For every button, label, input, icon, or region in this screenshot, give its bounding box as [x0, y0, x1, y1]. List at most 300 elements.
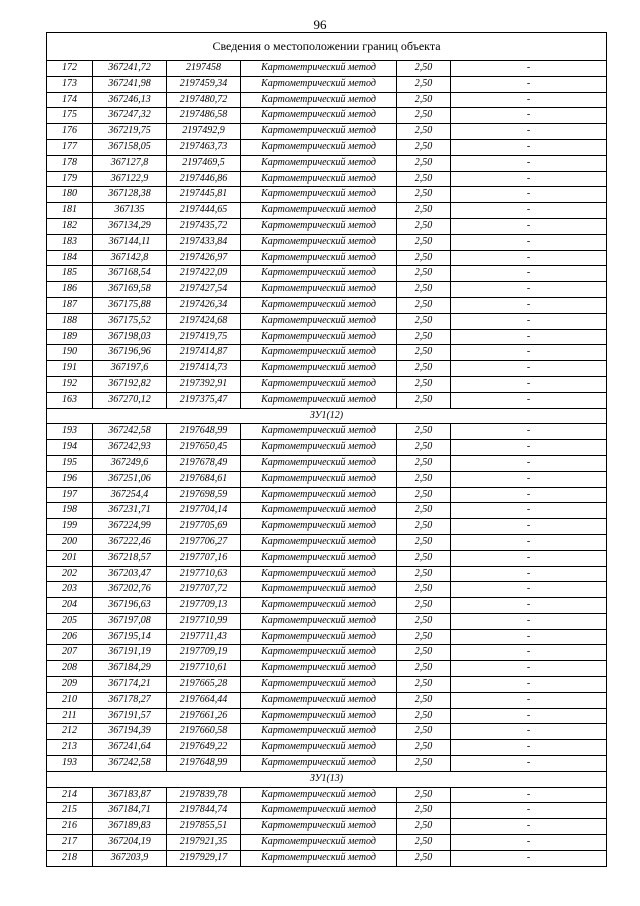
- point-number: 203: [47, 582, 93, 598]
- point-number: 191: [47, 361, 93, 377]
- point-number: 205: [47, 613, 93, 629]
- table-row: [47, 124, 607, 140]
- table-row: [47, 424, 607, 440]
- x-coordinate: 367192,82: [93, 376, 167, 392]
- y-coordinate: 2197458: [167, 61, 241, 77]
- y-coordinate: 2197424,68: [167, 313, 241, 329]
- table-row: [47, 376, 607, 392]
- y-coordinate: 2197426,97: [167, 250, 241, 266]
- note-cell: -: [451, 171, 607, 187]
- accuracy-cell: 2,50: [397, 740, 451, 756]
- point-number: 172: [47, 61, 93, 77]
- x-coordinate: 367144,11: [93, 234, 167, 250]
- accuracy-cell: 2,50: [397, 598, 451, 614]
- table-row: [47, 187, 607, 203]
- table-row: [47, 203, 607, 219]
- point-number: 180: [47, 187, 93, 203]
- method-cell: Картометрический метод: [241, 250, 397, 266]
- method-cell: Картометрический метод: [241, 440, 397, 456]
- table-row: [47, 740, 607, 756]
- method-cell: Картометрический метод: [241, 677, 397, 693]
- accuracy-cell: 2,50: [397, 329, 451, 345]
- x-coordinate: 367241,98: [93, 76, 167, 92]
- note-cell: -: [451, 550, 607, 566]
- method-cell: Картометрический метод: [241, 645, 397, 661]
- method-cell: Картометрический метод: [241, 313, 397, 329]
- point-number: 179: [47, 171, 93, 187]
- point-number: 183: [47, 234, 93, 250]
- x-coordinate: 367254,4: [93, 487, 167, 503]
- y-coordinate: 2197698,59: [167, 487, 241, 503]
- method-cell: Картометрический метод: [241, 76, 397, 92]
- accuracy-cell: 2,50: [397, 503, 451, 519]
- y-coordinate: 2197709,19: [167, 645, 241, 661]
- y-coordinate: 2197710,61: [167, 661, 241, 677]
- note-cell: -: [451, 582, 607, 598]
- note-cell: -: [451, 313, 607, 329]
- boundary-table: [46, 32, 607, 867]
- note-cell: -: [451, 266, 607, 282]
- table-row: [47, 361, 607, 377]
- accuracy-cell: 2,50: [397, 92, 451, 108]
- point-number: 178: [47, 155, 93, 171]
- x-coordinate: 367203,9: [93, 850, 167, 866]
- table-row: [47, 108, 607, 124]
- y-coordinate: 2197463,73: [167, 139, 241, 155]
- accuracy-cell: 2,50: [397, 155, 451, 171]
- x-coordinate: 367197,08: [93, 613, 167, 629]
- accuracy-cell: 2,50: [397, 313, 451, 329]
- note-cell: -: [451, 155, 607, 171]
- table-row: [47, 629, 607, 645]
- x-coordinate: 367158,05: [93, 139, 167, 155]
- accuracy-cell: 2,50: [397, 708, 451, 724]
- x-coordinate: 367242,58: [93, 424, 167, 440]
- y-coordinate: 2197419,75: [167, 329, 241, 345]
- note-cell: -: [451, 566, 607, 582]
- note-cell: -: [451, 819, 607, 835]
- point-number: 199: [47, 519, 93, 535]
- accuracy-cell: 2,50: [397, 534, 451, 550]
- point-number: 177: [47, 139, 93, 155]
- table-row: [47, 61, 607, 77]
- table-row: [47, 534, 607, 550]
- y-coordinate: 2197492,9: [167, 124, 241, 140]
- point-number: 200: [47, 534, 93, 550]
- method-cell: Картометрический метод: [241, 108, 397, 124]
- method-cell: Картометрический метод: [241, 139, 397, 155]
- table-row: [47, 313, 607, 329]
- point-number: 197: [47, 487, 93, 503]
- method-cell: Картометрический метод: [241, 787, 397, 803]
- accuracy-cell: 2,50: [397, 266, 451, 282]
- note-cell: -: [451, 76, 607, 92]
- x-coordinate: 367242,58: [93, 756, 167, 772]
- x-coordinate: 367194,39: [93, 724, 167, 740]
- method-cell: Картометрический метод: [241, 661, 397, 677]
- method-cell: Картометрический метод: [241, 218, 397, 234]
- table-row: [47, 455, 607, 471]
- table-row: [47, 566, 607, 582]
- table-row: [47, 850, 607, 866]
- x-coordinate: 367191,19: [93, 645, 167, 661]
- note-cell: -: [451, 345, 607, 361]
- note-cell: -: [451, 534, 607, 550]
- table-row: [47, 661, 607, 677]
- point-number: 218: [47, 850, 93, 866]
- table-row: [47, 835, 607, 851]
- point-number: 186: [47, 282, 93, 298]
- y-coordinate: 2197706,27: [167, 534, 241, 550]
- method-cell: Картометрический метод: [241, 534, 397, 550]
- point-number: 209: [47, 677, 93, 693]
- y-coordinate: 2197459,34: [167, 76, 241, 92]
- method-cell: Картометрический метод: [241, 266, 397, 282]
- accuracy-cell: 2,50: [397, 566, 451, 582]
- note-cell: -: [451, 487, 607, 503]
- point-number: 194: [47, 440, 93, 456]
- method-cell: Картометрический метод: [241, 835, 397, 851]
- method-cell: Картометрический метод: [241, 740, 397, 756]
- x-coordinate: 367175,88: [93, 297, 167, 313]
- table-row: [47, 218, 607, 234]
- y-coordinate: 2197855,51: [167, 819, 241, 835]
- note-cell: -: [451, 392, 607, 408]
- point-number: 201: [47, 550, 93, 566]
- section-label: ЗУ1(12): [47, 408, 607, 424]
- x-coordinate: 367127,8: [93, 155, 167, 171]
- method-cell: Картометрический метод: [241, 376, 397, 392]
- accuracy-cell: 2,50: [397, 424, 451, 440]
- point-number: 198: [47, 503, 93, 519]
- table-title: Сведения о местоположении границ объекта: [47, 33, 607, 61]
- x-coordinate: 367246,13: [93, 92, 167, 108]
- point-number: 185: [47, 266, 93, 282]
- section-row: [47, 771, 607, 787]
- method-cell: Картометрический метод: [241, 345, 397, 361]
- x-coordinate: 367219,75: [93, 124, 167, 140]
- note-cell: -: [451, 756, 607, 772]
- note-cell: -: [451, 234, 607, 250]
- point-number: 192: [47, 376, 93, 392]
- point-number: 213: [47, 740, 93, 756]
- note-cell: -: [451, 835, 607, 851]
- note-cell: -: [451, 297, 607, 313]
- table-row: [47, 550, 607, 566]
- table-row: [47, 282, 607, 298]
- method-cell: Картометрический метод: [241, 803, 397, 819]
- method-cell: Картометрический метод: [241, 92, 397, 108]
- y-coordinate: 2197469,5: [167, 155, 241, 171]
- point-number: 175: [47, 108, 93, 124]
- table-row: [47, 155, 607, 171]
- point-number: 184: [47, 250, 93, 266]
- x-coordinate: 367247,32: [93, 108, 167, 124]
- table-row: [47, 234, 607, 250]
- method-cell: Картометрический метод: [241, 503, 397, 519]
- table-row: [47, 582, 607, 598]
- method-cell: Картометрический метод: [241, 471, 397, 487]
- page-number: 96: [313, 17, 327, 32]
- method-cell: Картометрический метод: [241, 566, 397, 582]
- method-cell: Картометрический метод: [241, 124, 397, 140]
- note-cell: -: [451, 692, 607, 708]
- x-coordinate: 367251,06: [93, 471, 167, 487]
- point-number: 214: [47, 787, 93, 803]
- accuracy-cell: 2,50: [397, 519, 451, 535]
- point-number: 188: [47, 313, 93, 329]
- table-row: [47, 708, 607, 724]
- y-coordinate: 2197446,86: [167, 171, 241, 187]
- note-cell: -: [451, 471, 607, 487]
- point-number: 202: [47, 566, 93, 582]
- method-cell: Картометрический метод: [241, 756, 397, 772]
- point-number: 163: [47, 392, 93, 408]
- point-number: 208: [47, 661, 93, 677]
- table-row: [47, 519, 607, 535]
- y-coordinate: 2197433,84: [167, 234, 241, 250]
- note-cell: -: [451, 108, 607, 124]
- note-cell: -: [451, 424, 607, 440]
- y-coordinate: 2197707,72: [167, 582, 241, 598]
- note-cell: -: [451, 124, 607, 140]
- note-cell: -: [451, 218, 607, 234]
- x-coordinate: 367242,93: [93, 440, 167, 456]
- method-cell: Картометрический метод: [241, 582, 397, 598]
- table-row: [47, 345, 607, 361]
- accuracy-cell: 2,50: [397, 692, 451, 708]
- accuracy-cell: 2,50: [397, 440, 451, 456]
- method-cell: Картометрический метод: [241, 692, 397, 708]
- method-cell: Картометрический метод: [241, 171, 397, 187]
- x-coordinate: 367169,58: [93, 282, 167, 298]
- y-coordinate: 2197709,13: [167, 598, 241, 614]
- accuracy-cell: 2,50: [397, 297, 451, 313]
- x-coordinate: 367134,29: [93, 218, 167, 234]
- note-cell: -: [451, 250, 607, 266]
- x-coordinate: 367191,57: [93, 708, 167, 724]
- note-cell: -: [451, 139, 607, 155]
- y-coordinate: 2197480,72: [167, 92, 241, 108]
- x-coordinate: 367197,6: [93, 361, 167, 377]
- y-coordinate: 2197427,54: [167, 282, 241, 298]
- table-row: [47, 329, 607, 345]
- note-cell: -: [451, 519, 607, 535]
- x-coordinate: 367203,47: [93, 566, 167, 582]
- table-row: [47, 787, 607, 803]
- accuracy-cell: 2,50: [397, 850, 451, 866]
- y-coordinate: 2197678,49: [167, 455, 241, 471]
- accuracy-cell: 2,50: [397, 124, 451, 140]
- table-row: [47, 392, 607, 408]
- point-number: 195: [47, 455, 93, 471]
- x-coordinate: 367178,27: [93, 692, 167, 708]
- y-coordinate: 2197426,34: [167, 297, 241, 313]
- x-coordinate: 367168,54: [93, 266, 167, 282]
- method-cell: Картометрический метод: [241, 155, 397, 171]
- y-coordinate: 2197648,99: [167, 756, 241, 772]
- x-coordinate: 367202,76: [93, 582, 167, 598]
- accuracy-cell: 2,50: [397, 613, 451, 629]
- table-row: [47, 297, 607, 313]
- x-coordinate: 367241,64: [93, 740, 167, 756]
- accuracy-cell: 2,50: [397, 171, 451, 187]
- y-coordinate: 2197661,26: [167, 708, 241, 724]
- accuracy-cell: 2,50: [397, 803, 451, 819]
- method-cell: Картометрический метод: [241, 724, 397, 740]
- table-row: [47, 598, 607, 614]
- method-cell: Картометрический метод: [241, 819, 397, 835]
- x-coordinate: 367198,03: [93, 329, 167, 345]
- x-coordinate: 367249,6: [93, 455, 167, 471]
- point-number: 189: [47, 329, 93, 345]
- table-row: [47, 677, 607, 693]
- y-coordinate: 2197839,78: [167, 787, 241, 803]
- method-cell: Картометрический метод: [241, 282, 397, 298]
- table-row: [47, 266, 607, 282]
- x-coordinate: 367135: [93, 203, 167, 219]
- method-cell: Картометрический метод: [241, 629, 397, 645]
- method-cell: Картометрический метод: [241, 455, 397, 471]
- x-coordinate: 367270,12: [93, 392, 167, 408]
- section-label: ЗУ1(13): [47, 771, 607, 787]
- table-row: [47, 819, 607, 835]
- point-number: 190: [47, 345, 93, 361]
- method-cell: Картометрический метод: [241, 234, 397, 250]
- table-row: [47, 645, 607, 661]
- x-coordinate: 367195,14: [93, 629, 167, 645]
- y-coordinate: 2197684,61: [167, 471, 241, 487]
- table-row: [47, 171, 607, 187]
- accuracy-cell: 2,50: [397, 345, 451, 361]
- accuracy-cell: 2,50: [397, 282, 451, 298]
- accuracy-cell: 2,50: [397, 487, 451, 503]
- table-row: [47, 139, 607, 155]
- note-cell: -: [451, 613, 607, 629]
- y-coordinate: 2197649,22: [167, 740, 241, 756]
- y-coordinate: 2197710,63: [167, 566, 241, 582]
- accuracy-cell: 2,50: [397, 361, 451, 377]
- method-cell: Картометрический метод: [241, 598, 397, 614]
- table-row: [47, 76, 607, 92]
- point-number: 212: [47, 724, 93, 740]
- accuracy-cell: 2,50: [397, 645, 451, 661]
- note-cell: -: [451, 598, 607, 614]
- note-cell: -: [451, 282, 607, 298]
- method-cell: Картометрический метод: [241, 329, 397, 345]
- note-cell: -: [451, 708, 607, 724]
- point-number: 173: [47, 76, 93, 92]
- note-cell: -: [451, 629, 607, 645]
- accuracy-cell: 2,50: [397, 787, 451, 803]
- y-coordinate: 2197422,09: [167, 266, 241, 282]
- y-coordinate: 2197486,58: [167, 108, 241, 124]
- method-cell: Картометрический метод: [241, 424, 397, 440]
- point-number: 196: [47, 471, 93, 487]
- boundary-table-frame: [46, 32, 606, 867]
- y-coordinate: 2197660,58: [167, 724, 241, 740]
- method-cell: Картометрический метод: [241, 519, 397, 535]
- accuracy-cell: 2,50: [397, 250, 451, 266]
- note-cell: -: [451, 361, 607, 377]
- table-row: [47, 440, 607, 456]
- x-coordinate: 367231,71: [93, 503, 167, 519]
- accuracy-cell: 2,50: [397, 835, 451, 851]
- y-coordinate: 2197414,87: [167, 345, 241, 361]
- note-cell: -: [451, 329, 607, 345]
- x-coordinate: 367184,29: [93, 661, 167, 677]
- x-coordinate: 367122,9: [93, 171, 167, 187]
- x-coordinate: 367174,21: [93, 677, 167, 693]
- point-number: 182: [47, 218, 93, 234]
- point-number: 210: [47, 692, 93, 708]
- note-cell: -: [451, 850, 607, 866]
- note-cell: -: [451, 455, 607, 471]
- note-cell: -: [451, 677, 607, 693]
- point-number: 176: [47, 124, 93, 140]
- x-coordinate: 367183,87: [93, 787, 167, 803]
- accuracy-cell: 2,50: [397, 108, 451, 124]
- table-row: [47, 613, 607, 629]
- method-cell: Картометрический метод: [241, 708, 397, 724]
- method-cell: Картометрический метод: [241, 61, 397, 77]
- table-row: [47, 756, 607, 772]
- accuracy-cell: 2,50: [397, 234, 451, 250]
- y-coordinate: 2197710,99: [167, 613, 241, 629]
- table-row: [47, 724, 607, 740]
- y-coordinate: 2197375,47: [167, 392, 241, 408]
- note-cell: -: [451, 61, 607, 77]
- y-coordinate: 2197921,35: [167, 835, 241, 851]
- note-cell: -: [451, 203, 607, 219]
- y-coordinate: 2197844,74: [167, 803, 241, 819]
- point-number: 207: [47, 645, 93, 661]
- x-coordinate: 367128,38: [93, 187, 167, 203]
- note-cell: -: [451, 787, 607, 803]
- note-cell: -: [451, 503, 607, 519]
- note-cell: -: [451, 740, 607, 756]
- table-row: [47, 471, 607, 487]
- y-coordinate: 2197444,65: [167, 203, 241, 219]
- note-cell: -: [451, 92, 607, 108]
- x-coordinate: 367224,99: [93, 519, 167, 535]
- accuracy-cell: 2,50: [397, 819, 451, 835]
- x-coordinate: 367189,83: [93, 819, 167, 835]
- y-coordinate: 2197705,69: [167, 519, 241, 535]
- method-cell: Картометрический метод: [241, 550, 397, 566]
- method-cell: Картометрический метод: [241, 487, 397, 503]
- method-cell: Картометрический метод: [241, 392, 397, 408]
- note-cell: -: [451, 645, 607, 661]
- note-cell: -: [451, 803, 607, 819]
- accuracy-cell: 2,50: [397, 187, 451, 203]
- x-coordinate: 367241,72: [93, 61, 167, 77]
- method-cell: Картометрический метод: [241, 613, 397, 629]
- note-cell: -: [451, 661, 607, 677]
- y-coordinate: 2197665,28: [167, 677, 241, 693]
- y-coordinate: 2197445,81: [167, 187, 241, 203]
- x-coordinate: 367196,63: [93, 598, 167, 614]
- table-row: [47, 803, 607, 819]
- x-coordinate: 367184,71: [93, 803, 167, 819]
- y-coordinate: 2197650,45: [167, 440, 241, 456]
- y-coordinate: 2197435,72: [167, 218, 241, 234]
- method-cell: Картометрический метод: [241, 850, 397, 866]
- point-number: 211: [47, 708, 93, 724]
- accuracy-cell: 2,50: [397, 550, 451, 566]
- table-row: [47, 92, 607, 108]
- y-coordinate: 2197929,17: [167, 850, 241, 866]
